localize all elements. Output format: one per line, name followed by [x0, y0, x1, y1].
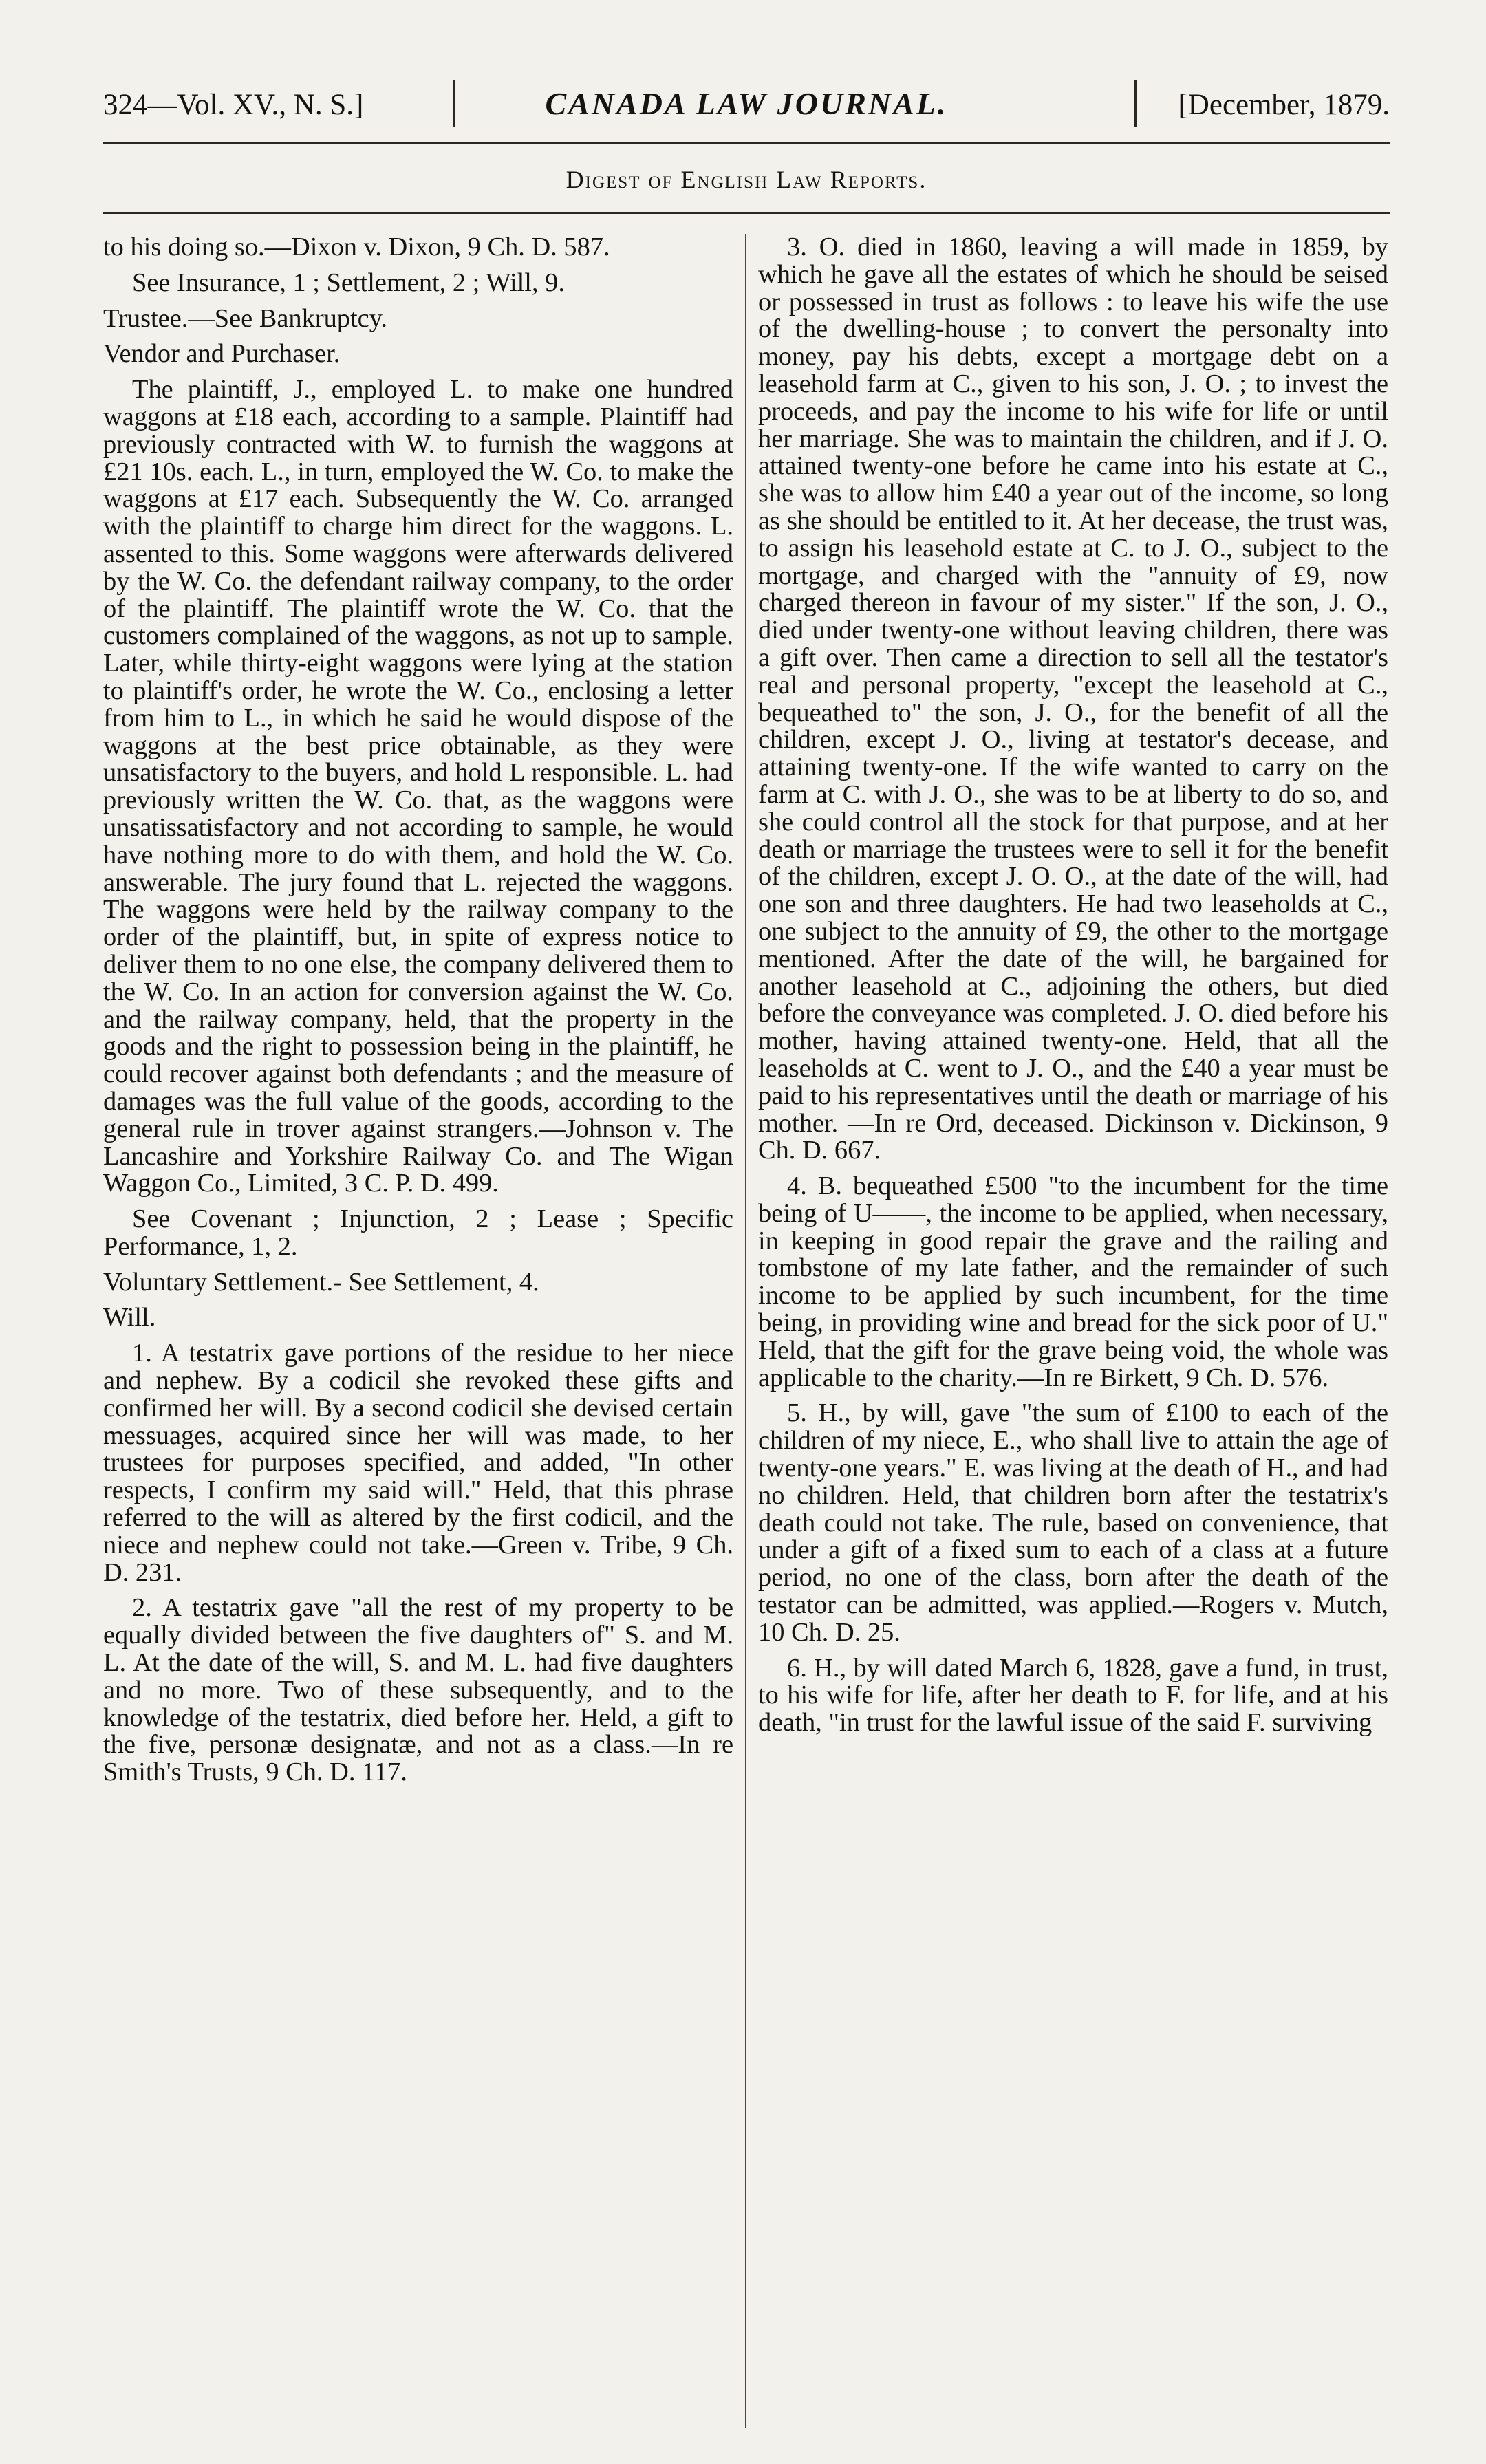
left-column: [103, 234, 733, 1795]
case-digest: The plaintiff, J., employed L. to make one hundred waggons at £18 each, according to a sample. Plaintiff had previously contracted with W. to furnish the waggons at £21 10s. each. L., in turn, employed the W. Co. to make the waggons at £17 each. Subsequently the W. Co. arranged with the plaintiff to charge him direct for the waggons. L. assented to this. Some waggons were afterwards delivered by the W. Co. the defendant railway company, to the order of the plaintiff. The plaintiff wrote the W. Co. that the customers complained of the waggons, as not up to sample. Later, while thirty-eight waggons were lying at the station to plaintiff's order, he wrote the W. Co., enclosing a letter from him to L., in which he said he would dispose of the waggons at the best price obtainable, as they were unsatisfactory to the buyers, and hold L responsible. L. had previously written the W. Co. that, as the waggons were unsatissatisfactory and not according to sample, he would have nothing more to do with them, and hold the W. Co. answerable. The jury found that L. rejected the waggons. The waggons were held by the railway company to the order of the plaintiff, but, in spite of express notice to deliver them to no one else, the company delivered them to the W. Co. In an action for conversion against the W. Co. and the railway company, held, that the property in the goods and the right to possession being in the plaintiff, he could recover against both defendants ; and the measure of damages was the full value of the goods, according to the general rule in trover against strangers.—Johnson v. The Lancashire and Yorkshire Railway Co. and The Wigan Waggon Co., Limited, 3 C. P. D. 499.: [103, 375, 733, 1198]
header-rule: [103, 142, 1390, 144]
issue-date: [December, 1879.: [1178, 89, 1390, 121]
cross-reference: See Covenant ; Injunction, 2 ; Lease ; Specific Performance, 1, 2.: [103, 1204, 733, 1261]
section-title: Digest of English Law Reports.: [566, 166, 927, 193]
cross-reference: See Insurance, 1 ; Settlement, 2 ; Will, 9.: [132, 268, 565, 297]
column-divider: [745, 234, 746, 2428]
heading-voluntary-settlement: Voluntary Settlement.- See Settlement, 4.: [103, 1267, 539, 1297]
continuation-paragraph: to his doing so.—Dixon v. Dixon, 9 Ch. D. 587.: [103, 233, 610, 261]
case-digest: 5. H., by will, gave "the sum of £100 to each of the children of my niece, E., who shall live to attain the age of twenty-one years." E. was living at the death of H., and had no children. Held, that children born after the testatrix's death could not take. The rule, based on convenience, that under a gift of a fixed sum to each of a class at a future period, no one of the class, born after the death of the testator can be admitted, was applied.—Rogers v. Mutch, 10 Ch. D. 25.: [758, 1398, 1388, 1647]
case-digest: 4. B. bequeathed £500 "to the incumbent for the time being of U——, the income to be applied, when necessary, in keeping in good repair the grave and the railing and tombstone of my late father, and the remainder of such income to be applied by such incumbent, for the time being, in providing wine and bread for the sick poor of U." Held, that the gift for the grave being void, the whole was applicable to the charity.—In re Birkett, 9 Ch. D. 576.: [758, 1171, 1388, 1392]
case-digest: 3. O. died in 1860, leaving a will made in 1859, by which he gave all the estates of which he should be seised or possessed in trust as follows : to leave his wife the use of the dwelling-house ; to convert the personalty into money, pay his debts, except a mortgage debt on a leasehold farm at C., given to his son, J. O. ; to invest the proceeds, and pay the income to his wife for life or until her marriage. She was to maintain the children, and if J. O. attained twenty-one before he came into his estate at C., she was to allow him £40 a year out of the income, so long as she should be entitled to it. At her decease, the trust was, to assign his leasehold estate at C. to J. O., subject to the mortgage, and charged with the "annuity of £9, now charged thereon in favour of my sister." If the son, J. O., died under twenty-one without leaving children, there was a gift over. Then came a direction to sell all the testator's real and personal property, "except the leasehold at C., bequeathed to" the son, J. O., for the benefit of all the children, except J. O., living at testator's decease, and attaining twenty-one. If the wife wanted to carry on the farm at C. with J. O., she was to be at liberty to do so, and she could control all the stock for that purpose, and at her death or marriage the trustees were to sell it for the benefit of the children, except J. O. O., at the date of the will, had one son and three daughters. He had two leaseholds at C., one subject to the annuity of £9, the other to the mortgage mentioned. After the date of the will, he bargained for another leasehold at C., adjoining the others, but died before the conveyance was completed. J. O. died before his mother, having attained twenty-one. Held, that all the leaseholds at C. went to J. O., and the £40 a year must be paid to his representatives until the death or marriage of his mother. —In re Ord, deceased. Dickinson v. Dickinson, 9 Ch. D. 667.: [758, 233, 1388, 1165]
section-rule: [103, 212, 1390, 214]
case-digest: 2. A testatrix gave "all the rest of my property to be equally divided between the five daughters of" S. and M. L. At the date of the will, S. and M. L. had five daughters and no more. Two of these subsequently, and to the knowledge of the testatrix, died before her. Held, a gift to the five, personæ designatæ, and not as a class.—In re Smith's Trusts, 9 Ch. D. 117.: [103, 1593, 733, 1787]
header-divider: [1134, 80, 1137, 127]
heading-vendor-purchaser: Vendor and Purchaser.: [103, 339, 341, 369]
running-head: [103, 76, 1390, 131]
heading-trustee: Trustee.—See Bankruptcy.: [103, 303, 387, 333]
heading-will: Will.: [103, 1303, 156, 1332]
case-digest: 1. A testatrix gave portions of the residue to her niece and nephew. By a codicil she revoked these gifts and confirmed her will. By a second codicil she devised certain messuages, acquired since her will was made, to her trustees for purposes specified, and added, "In other respects, I confirm my said will." Held, that this phrase referred to the will as altered by the first codicil, and the niece and nephew could not take.—Green v. Tribe, 9 Ch. D. 231.: [103, 1339, 733, 1587]
case-digest: 6. H., by will dated March 6, 1828, gave a fund, in trust, to his wife for life, after her death to F. for life, and at his death, "in trust for the lawful issue of the said F. surviving: [758, 1653, 1388, 1738]
right-column: [758, 234, 1388, 1745]
page-number-volume: 324—Vol. XV., N. S.]: [103, 89, 364, 121]
journal-title: CANADA LAW JOURNAL.: [545, 86, 948, 121]
